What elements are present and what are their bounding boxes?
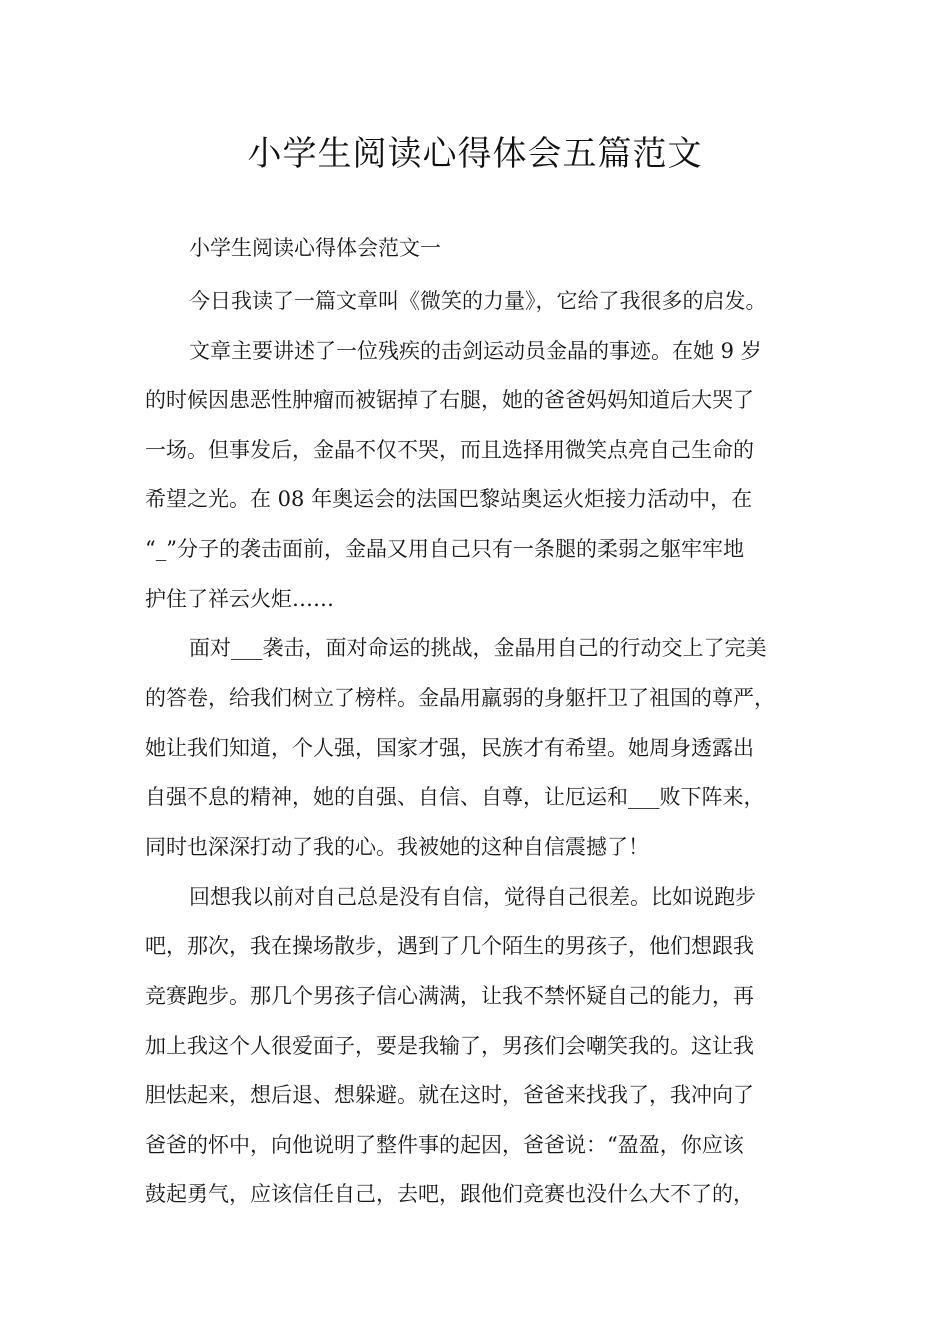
paragraph-line: 胆怯起来，想后退、想躲避。就在这时，爸爸来找我了，我冲向了 (145, 1083, 754, 1107)
paragraph-line: 她让我们知道，个人强，国家才强，民族才有希望。她周身透露出 (145, 736, 754, 760)
paragraph-line: 今日我读了一篇文章叫《微笑的力量》，它给了我很多的启发。 (189, 289, 767, 313)
paragraph-line: 的时候因患恶性肿瘤而被锯掉了右腿，她的爸爸妈妈知道后大哭了 (145, 388, 754, 412)
paragraph-line: 爸爸的怀中，向他说明了整件事的起因，爸爸说：“盈盈，你应该 (145, 1133, 744, 1157)
paragraph-line: 加上我这个人很爱面子，要是我输了，男孩们会嘲笑我的。这让我 (145, 1034, 754, 1058)
document-title: 小学生阅读心得体会五篇范文 (247, 134, 703, 174)
paragraph-line: 的答卷，给我们树立了榜样。金晶用羸弱的身躯扞卫了祖国的尊严， (145, 686, 775, 710)
section-heading: 小学生阅读心得体会范文一 (189, 236, 441, 260)
paragraph-line: 吧，那次，我在操场散步，遇到了几个陌生的男孩子，他们想跟我 (145, 934, 754, 958)
paragraph-line: 竞赛跑步。那几个男孩子信心满满，让我不禁怀疑自己的能力，再 (145, 984, 754, 1008)
paragraph-line: “_”分子的袭击面前，金晶又用自己只有一条腿的柔弱之躯牢牢地 (145, 537, 744, 561)
paragraph-line: 鼓起勇气，应该信任自己，去吧，跟他们竞赛也没什么大不了的， (145, 1182, 754, 1206)
paragraph-line: 文章主要讲述了一位残疾的击剑运动员金晶的事迹。在她 9 岁 (189, 339, 762, 363)
paragraph-line: 回想我以前对自己总是没有自信，觉得自己很差。比如说跑步 (189, 885, 756, 909)
paragraph-line: 面对___袭击，面对命运的挑战，金晶用自己的行动交上了完美 (189, 636, 767, 660)
paragraph-line: 护住了祥云火炬…… (145, 587, 334, 611)
paragraph-line: 自强不息的精神，她的自强、自信、自尊，让厄运和___败下阵来， (145, 785, 765, 809)
paragraph-line: 希望之光。在 08 年奥运会的法国巴黎站奥运火炬接力活动中，在 (145, 487, 753, 511)
paragraph-line: 同时也深深打动了我的心。我被她的这种自信震撼了！ (145, 835, 649, 859)
paragraph-line: 一场。但事发后，金晶不仅不哭，而且选择用微笑点亮自己生命的 (145, 438, 754, 462)
